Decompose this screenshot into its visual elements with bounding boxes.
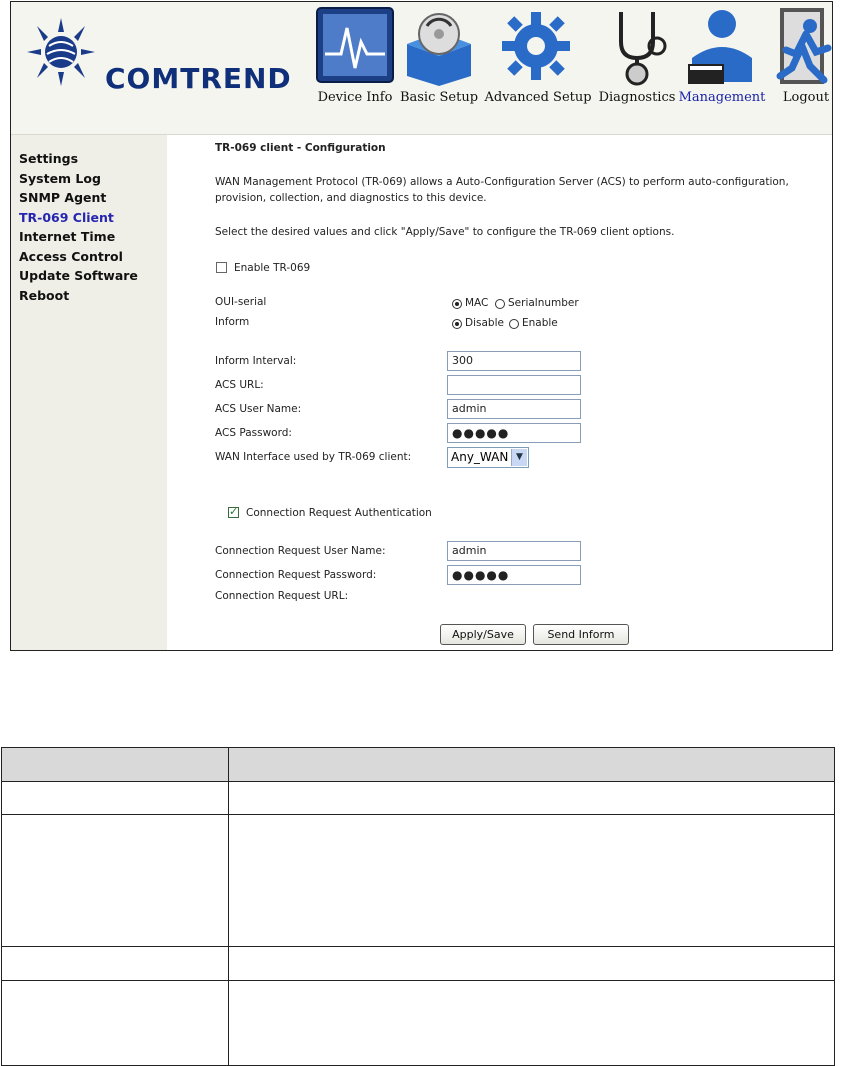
send-inform-button[interactable]: Send Inform xyxy=(533,624,629,645)
nav-logout[interactable] xyxy=(771,6,833,110)
table-cell xyxy=(2,947,229,981)
table-row xyxy=(2,782,835,815)
advanced-setup-icon xyxy=(498,6,578,86)
nav-basic-setup[interactable] xyxy=(397,6,481,110)
sidebar-item-system-log[interactable]: System Log xyxy=(19,171,101,186)
sidebar-item-snmp-agent[interactable]: SNMP Agent xyxy=(19,190,107,205)
device-info-icon xyxy=(315,6,395,86)
nav-diagnostics[interactable] xyxy=(597,6,677,110)
table-cell xyxy=(229,981,835,1066)
page-title: TR-069 client - Configuration xyxy=(215,142,386,154)
acs-user-name-label: ACS User Name: xyxy=(215,403,302,415)
sidebar-menu xyxy=(11,135,167,651)
acs-password-label: ACS Password: xyxy=(215,427,292,439)
oui-serial-label: OUI-serial xyxy=(215,296,267,308)
table-cell xyxy=(2,782,229,815)
inform-enable-label: Enable xyxy=(522,317,558,329)
oui-serialnumber-label: Serialnumber xyxy=(508,297,579,309)
inform-disable-label: Disable xyxy=(465,317,504,329)
sidebar-item-access-control[interactable]: Access Control xyxy=(19,249,123,264)
table-row xyxy=(2,947,835,981)
connection-request-user-input[interactable]: admin xyxy=(447,541,581,561)
sun-globe-icon xyxy=(23,12,103,92)
comtrend-logo xyxy=(23,12,293,102)
nav-label: Device Info xyxy=(317,90,393,105)
table-cell xyxy=(229,815,835,947)
connection-request-auth-label: Connection Request Authentication xyxy=(246,507,432,519)
chevron-down-icon: ▼ xyxy=(511,449,527,466)
nav-device-info[interactable] xyxy=(315,6,395,110)
wan-interface-label: WAN Interface used by TR-069 client: xyxy=(215,451,412,463)
nav-advanced-setup[interactable] xyxy=(483,6,593,110)
oui-mac-radio[interactable] xyxy=(452,299,462,309)
sidebar-item-tr069-client[interactable]: TR-069 Client xyxy=(19,210,114,225)
table-cell xyxy=(229,947,835,981)
management-icon xyxy=(682,6,762,86)
oui-serialnumber-radio[interactable] xyxy=(495,299,505,309)
sidebar-item-reboot[interactable]: Reboot xyxy=(19,288,70,303)
logout-icon xyxy=(766,6,833,86)
oui-mac-label: MAC xyxy=(465,297,489,309)
enable-tr069-checkbox[interactable] xyxy=(216,262,227,273)
connection-request-url-label: Connection Request URL: xyxy=(215,590,349,602)
sidebar-item-settings[interactable]: Settings xyxy=(19,151,79,166)
wan-interface-select[interactable] xyxy=(447,447,529,468)
parameter-table xyxy=(1,747,835,1066)
nav-label: Advanced Setup xyxy=(484,90,592,105)
table-cell xyxy=(229,782,835,815)
inform-interval-input[interactable]: 300 xyxy=(447,351,581,371)
wan-interface-value: Any_WAN xyxy=(451,450,509,464)
acs-user-name-input[interactable]: admin xyxy=(447,399,581,419)
table-row xyxy=(2,815,835,947)
nav-label: Management xyxy=(678,90,766,105)
connection-request-password-input[interactable]: ●●●●● xyxy=(447,565,581,585)
basic-setup-icon xyxy=(399,6,479,86)
stethoscope-icon xyxy=(597,6,677,86)
table-header-cell xyxy=(2,748,229,782)
table-header-cell xyxy=(229,748,835,782)
connection-request-user-label: Connection Request User Name: xyxy=(215,545,386,557)
acs-password-input[interactable]: ●●●●● xyxy=(447,423,581,443)
intro-text: provision, collection, and diagnostics to this device. xyxy=(215,192,487,204)
acs-url-input[interactable] xyxy=(447,375,581,395)
table-row xyxy=(2,981,835,1066)
inform-disable-radio[interactable] xyxy=(452,319,462,329)
connection-request-password-label: Connection Request Password: xyxy=(215,569,377,581)
sidebar-item-update-software[interactable]: Update Software xyxy=(19,268,138,283)
nav-management[interactable] xyxy=(677,6,767,110)
nav-label: Diagnostics xyxy=(598,90,676,105)
inform-interval-label: Inform Interval: xyxy=(215,355,297,367)
nav-label: Logout xyxy=(782,90,830,105)
acs-url-label: ACS URL: xyxy=(215,379,264,391)
intro-text: WAN Management Protocol (TR-069) allows a Auto-Configuration Server (ACS) to perform auto-configuration, xyxy=(215,176,789,188)
nav-label: Basic Setup xyxy=(399,90,479,105)
tr069-config-panel xyxy=(167,135,832,651)
sidebar-item-internet-time[interactable]: Internet Time xyxy=(19,229,116,244)
inform-label: Inform xyxy=(215,316,250,328)
table-cell xyxy=(2,981,229,1066)
router-admin-screenshot xyxy=(10,1,833,651)
table-cell xyxy=(2,815,229,947)
instructions-text: Select the desired values and click "Apply/Save" to configure the TR-069 client options. xyxy=(215,226,675,238)
apply-save-button[interactable]: Apply/Save xyxy=(440,624,526,645)
connection-request-auth-checkbox[interactable] xyxy=(228,507,239,518)
enable-tr069-label: Enable TR-069 xyxy=(234,262,311,274)
brand-name: COMTREND xyxy=(105,62,292,95)
top-banner xyxy=(11,2,832,135)
inform-enable-radio[interactable] xyxy=(509,319,519,329)
